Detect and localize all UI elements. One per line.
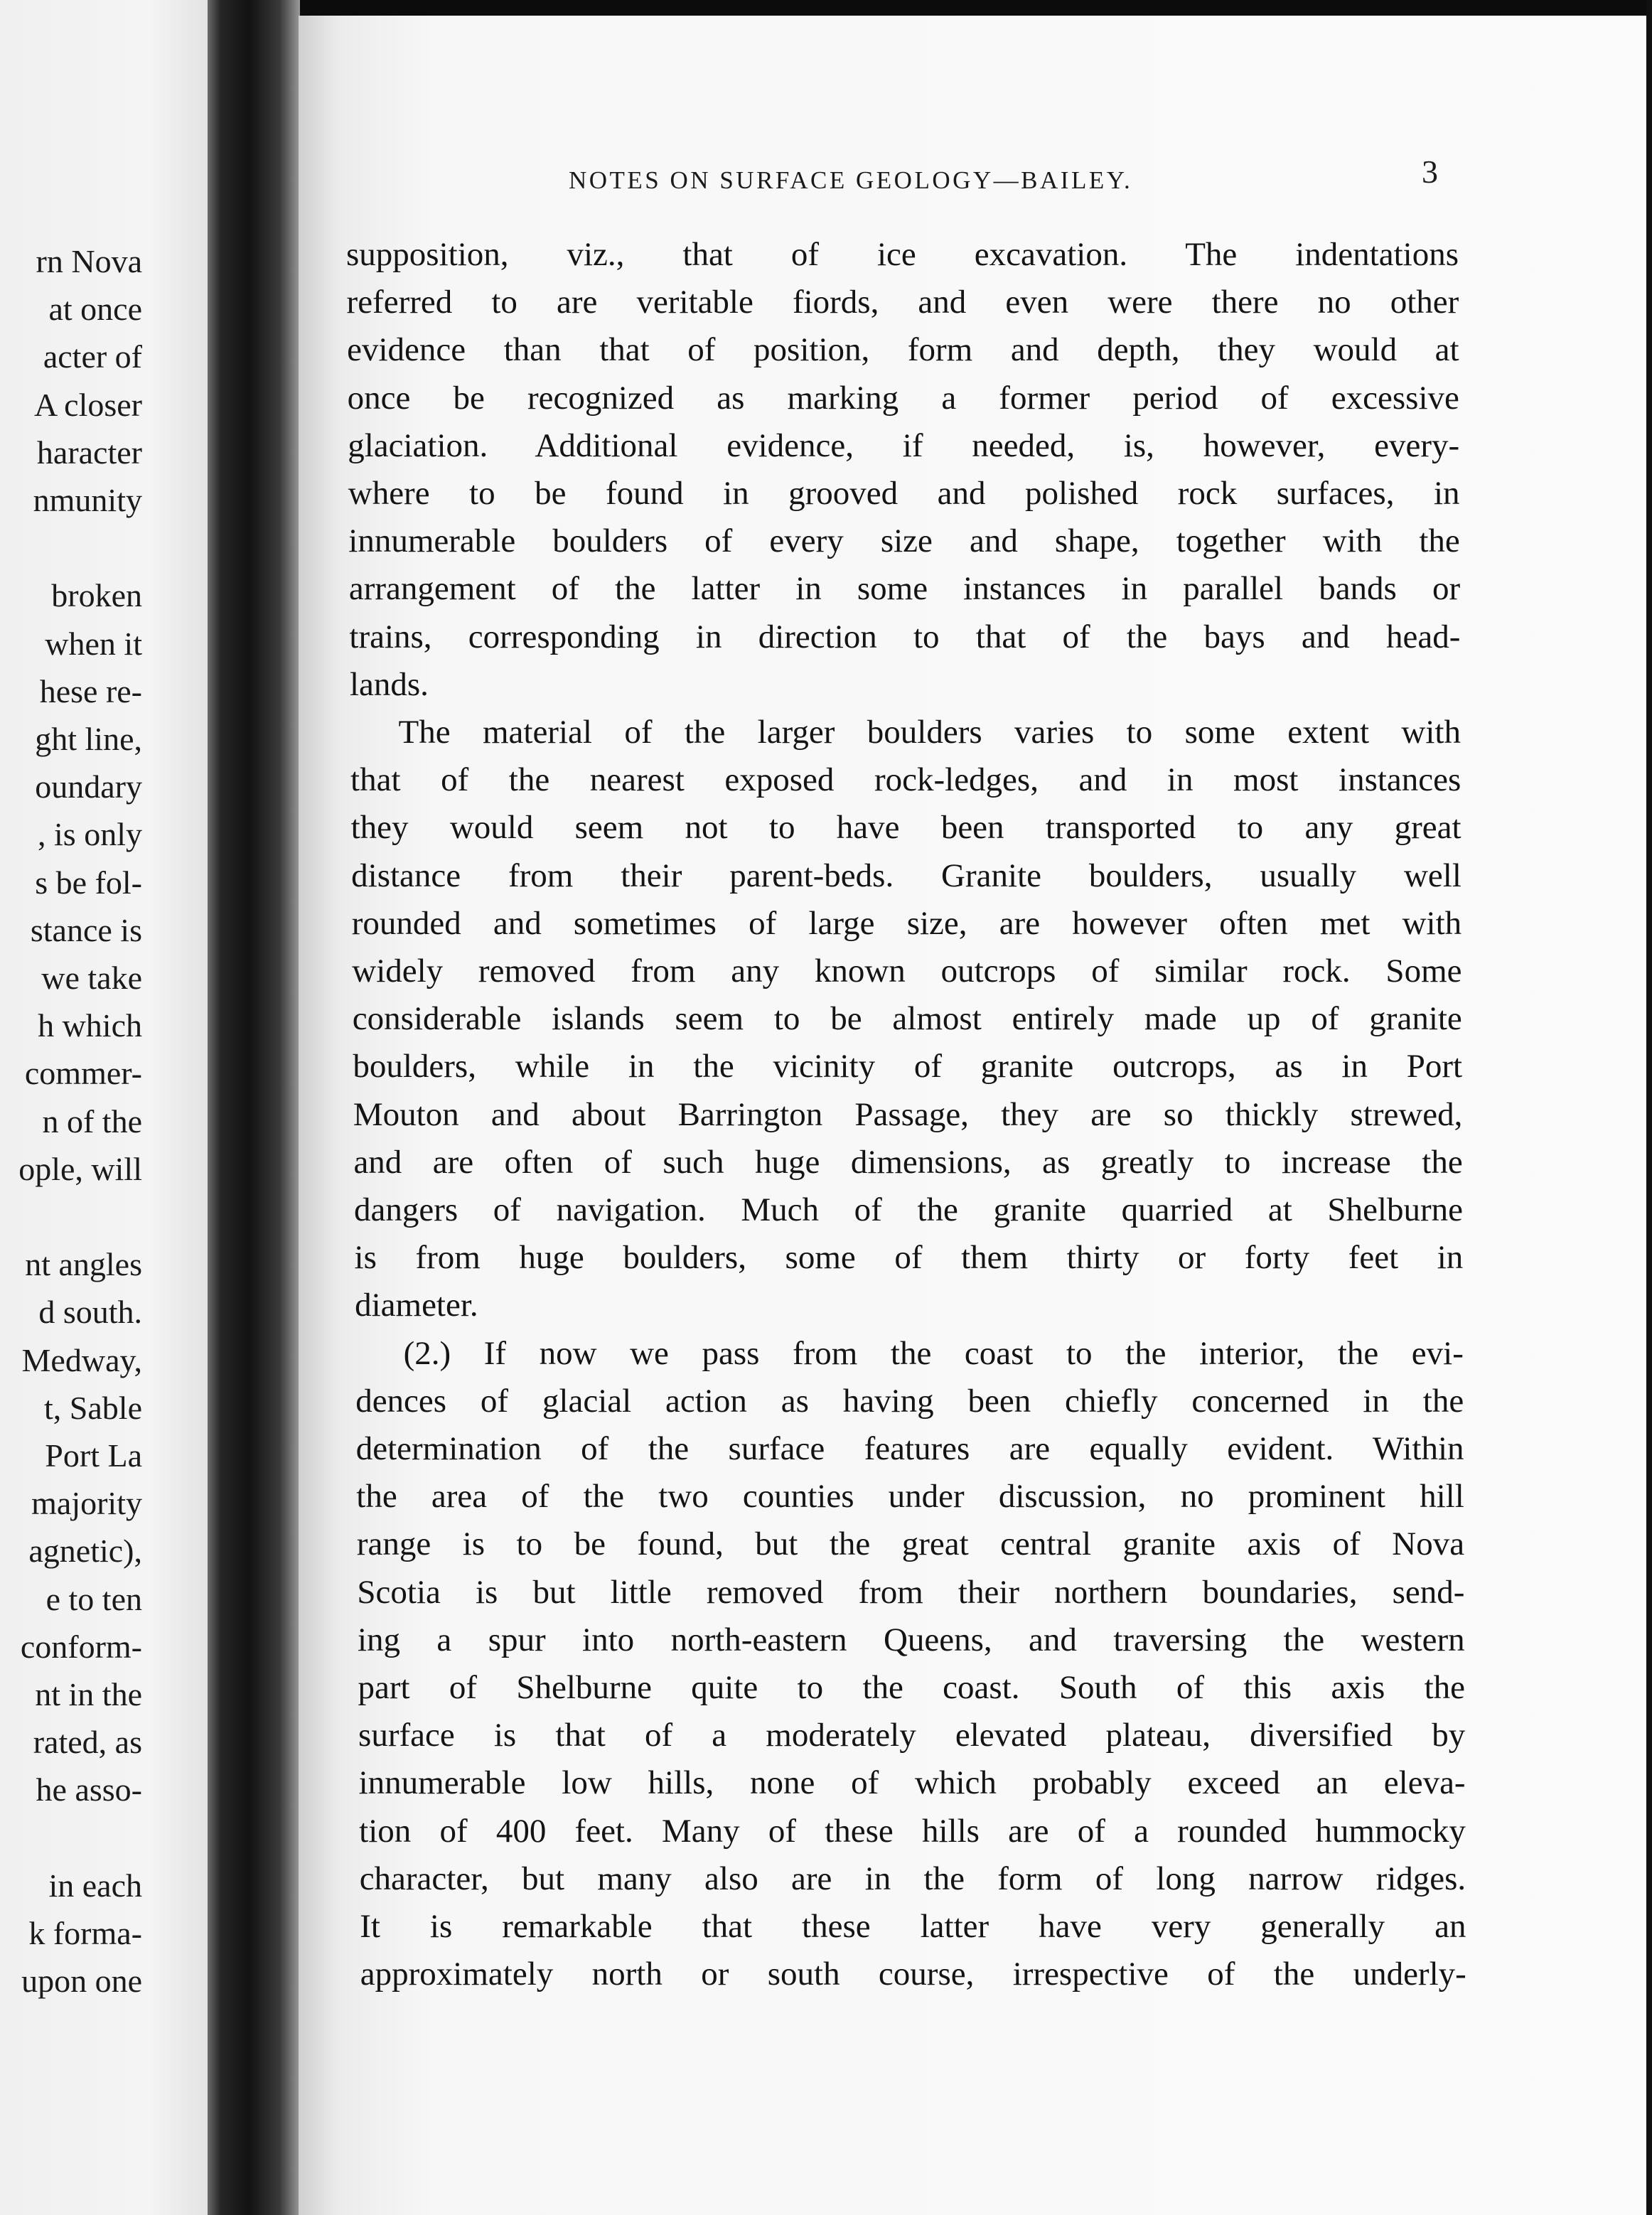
body-line: considerable islands seem to be almost entirely made up of granite (352, 1000, 1462, 1038)
left-page-line: we take (41, 960, 142, 996)
body-line: innumerable boulders of every size and shape, together with the (348, 522, 1460, 560)
body-line: arrangement of the latter in some instances in parallel bands or (348, 570, 1461, 608)
body-line: Scotia is but little removed from their northern boundaries, send- (357, 1573, 1465, 1611)
body-line: part of Shelburne quite to the coast. South of this axis the (358, 1669, 1465, 1706)
body-line: determination of the surface features are equally evident. Within (355, 1430, 1464, 1467)
body-line: that of the nearest exposed rock-ledges, and in most instances (350, 761, 1461, 799)
body-line: widely removed from any known outcrops of similar rock. Some (352, 953, 1462, 989)
body-line: Mouton and about Barrington Passage, they are so thickly strewed, (353, 1095, 1463, 1133)
running-header: NOTES ON SURFACE GEOLOGY—BAILEY. (569, 166, 1133, 194)
left-page-line: k forma- (28, 1915, 142, 1951)
left-page-line: upon one (21, 1963, 142, 2000)
body-line: distance from their parent-beds. Granite boulders, usually well (351, 857, 1461, 894)
left-page-line: when it (45, 625, 142, 662)
body-line: dences of glacial action as having been chiefly concerned in the (355, 1382, 1464, 1420)
left-page-line: majority (31, 1485, 142, 1522)
left-page-line: broken (51, 577, 142, 614)
body-line: where to be found in grooved and polished rock surfaces, in (348, 475, 1460, 512)
left-page (0, 0, 213, 2215)
left-page-line: nmunity (33, 482, 142, 518)
body-line: the area of the two counties under discussion, no prominent hill (356, 1478, 1464, 1516)
body-line: is from huge boulders, some of them thirty or forty feet in (354, 1239, 1464, 1277)
left-page-line: in each (48, 1867, 142, 1904)
body-line: It is remarkable that these latter have very generally an (360, 1908, 1466, 1945)
left-page-line: n of the (42, 1103, 142, 1139)
body-line: diameter. (355, 1287, 478, 1324)
left-page-line: nt angles (25, 1246, 142, 1283)
left-page-line: haracter (36, 434, 142, 471)
left-page-line: oundary (35, 768, 142, 805)
left-page-line: rated, as (33, 1724, 142, 1761)
left-page-line: d south. (38, 1294, 142, 1331)
body-line: once be recognized as marking a former period of excessive (347, 379, 1459, 417)
left-page-line: nt in the (35, 1676, 142, 1712)
left-page-line: rn Nova (36, 243, 142, 279)
body-line: approximately north or south course, irrespective of the underly- (360, 1956, 1466, 1993)
left-page-line: t, Sable (44, 1389, 142, 1426)
body-line: character, but many also are in the form of long narrow ridges. (359, 1860, 1466, 1897)
left-page-line: h which (38, 1007, 142, 1044)
body-line: glaciation. Additional evidence, if needed, is, however, every- (348, 427, 1460, 464)
left-page-line: ght line, (35, 721, 142, 757)
body-line: ing a spur into north-eastern Queens, and traversing the western (357, 1621, 1465, 1658)
left-page-line: acter of (43, 338, 142, 375)
body-line: and are often of such huge dimensions, as greatly to increase the (353, 1143, 1463, 1181)
body-line: tion of 400 feet. Many of these hills are of a rounded hummocky (359, 1812, 1466, 1850)
body-line: rounded and sometimes of large size, are however often met with (351, 904, 1462, 942)
book-spine-shadow (208, 0, 300, 2215)
left-page-line: s be fol- (35, 864, 142, 901)
left-page-line: Port La (45, 1437, 142, 1474)
body-line: range is to be found, but the great central granite axis of Nova (356, 1525, 1465, 1563)
body-line: innumerable low hills, none of which probably exceed an eleva- (358, 1764, 1466, 1802)
left-page-line: ople, will (18, 1150, 142, 1187)
body-line: supposition, viz., that of ice excavation. The indentations (346, 236, 1459, 273)
left-page-line: conform- (20, 1628, 142, 1665)
body-line: boulders, while in the vicinity of granite outcrops, as in Port (353, 1048, 1463, 1085)
left-page-line: he asso- (36, 1771, 142, 1808)
left-page-line: , is only (38, 816, 142, 853)
body-line: they would seem not to have been transported to any great (350, 809, 1461, 847)
left-page-line: agnetic), (28, 1533, 142, 1570)
page-number: 3 (1422, 154, 1438, 190)
left-page-line: stance is (30, 911, 142, 948)
body-line: (2.) If now we pass from the coast to the interior, the evi- (403, 1334, 1464, 1372)
scan-border-right (1646, 0, 1652, 2215)
left-page-line: e to ten (45, 1580, 142, 1617)
left-page-line: commer- (24, 1055, 142, 1092)
left-page-line: Medway, (21, 1341, 142, 1378)
body-line: referred to are veritable fiords, and even were there no other (346, 284, 1459, 321)
left-page-line: hese re- (39, 672, 142, 709)
left-page-line: A closer (33, 386, 142, 423)
body-line: dangers of navigation. Much of the granite quarried at Shelburne (354, 1191, 1463, 1228)
body-line: trains, corresponding in direction to that of the bays and head- (349, 618, 1461, 655)
left-page-line: at once (48, 291, 142, 328)
body-line: evidence than that of position, form and depth, they would at (347, 331, 1459, 369)
body-line: The material of the larger boulders varies to some extent with (398, 714, 1461, 751)
body-line: surface is that of a moderately elevated plateau, diversified by (358, 1717, 1466, 1754)
body-line: lands. (349, 665, 429, 703)
